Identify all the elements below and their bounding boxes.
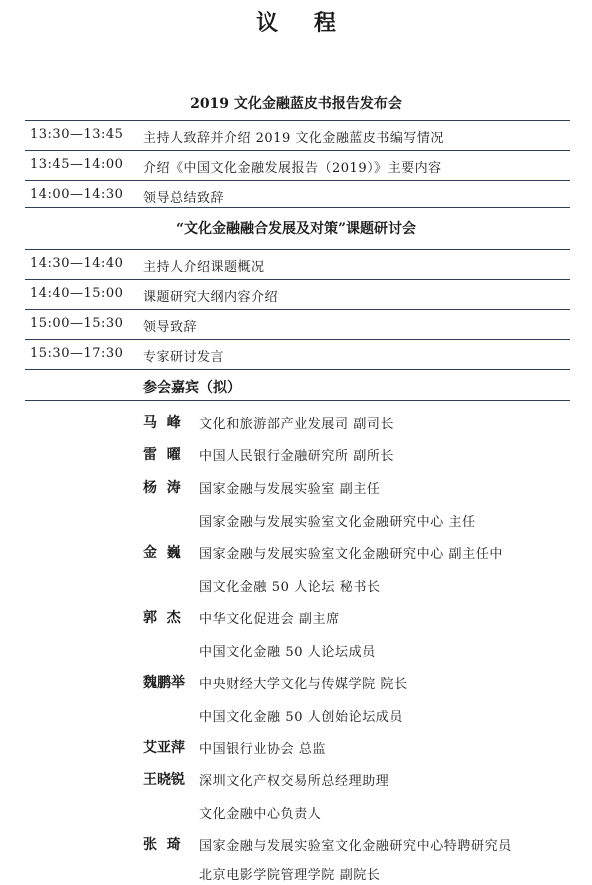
guest-title: 中央财经大学文化与传媒学院 院长 xyxy=(199,677,408,692)
agenda-desc: 主持人介绍课题概况 xyxy=(143,260,265,275)
guest-title: 国家金融与发展实验室文化金融研究中心 副主任中 xyxy=(199,547,503,562)
guest-entry-continued xyxy=(0,507,592,531)
guest-entry xyxy=(0,409,592,433)
guest-title: 中国人民银行金融研究所 副所长 xyxy=(199,449,395,464)
guest-entry xyxy=(0,441,592,465)
agenda-desc: 主持人致辞并介绍 2019 文化金融蓝皮书编写情况 xyxy=(143,131,444,146)
section-heading-launch: 2019 文化金融蓝皮书报告发布会 xyxy=(190,96,402,112)
agenda-row xyxy=(25,150,570,180)
agenda-time: 14:00—14:30 xyxy=(30,187,124,202)
guest-title: 深圳文化产权交易所总经理助理 xyxy=(199,774,390,789)
guest-entry-continued xyxy=(0,799,592,823)
guest-title: 国文化金融 50 人论坛 秘书长 xyxy=(199,580,381,595)
guest-name: 魏鹏举 xyxy=(143,675,185,691)
guest-title: 北京电影学院管理学院 副院长 xyxy=(199,868,381,883)
guest-entry xyxy=(0,539,592,563)
guest-title: 文化金融中心负责人 xyxy=(199,807,322,822)
guest-name: 艾亚萍 xyxy=(143,740,185,756)
guest-title: 国家金融与发展实验室文化金融研究中心特聘研究员 xyxy=(199,839,512,854)
guest-entry xyxy=(0,474,592,498)
guest-name: 张 琦 xyxy=(143,837,181,853)
section-heading-seminar: “文化金融融合发展及对策”课题研讨会 xyxy=(175,221,417,237)
agenda-time: 14:40—15:00 xyxy=(30,286,124,301)
agenda-desc: 专家研讨发言 xyxy=(143,350,225,365)
agenda-row xyxy=(25,120,570,150)
table-divider xyxy=(25,369,570,370)
agenda-time: 14:30—14:40 xyxy=(30,256,124,271)
agenda-time: 15:30—17:30 xyxy=(30,346,124,361)
agenda-time: 13:45—14:00 xyxy=(30,157,124,172)
agenda-row xyxy=(25,249,570,279)
guest-entry-continued xyxy=(0,860,592,884)
guest-name: 金 巍 xyxy=(143,545,181,561)
guest-title: 国家金融与发展实验室 副主任 xyxy=(199,482,381,497)
guest-entry xyxy=(0,831,592,855)
agenda-time: 15:00—15:30 xyxy=(30,316,124,331)
guest-entry-continued xyxy=(0,637,592,661)
agenda-time: 13:30—13:45 xyxy=(30,127,124,142)
guest-entry xyxy=(0,734,592,758)
guest-entry xyxy=(0,766,592,790)
agenda-desc: 领导致辞 xyxy=(143,320,198,335)
guest-name: 郭 杰 xyxy=(143,610,181,626)
guest-name: 杨 涛 xyxy=(143,480,181,496)
guest-entry xyxy=(0,604,592,628)
agenda-desc: 介绍《中国文化金融发展报告（2019）》主要内容 xyxy=(143,161,442,176)
guests-heading: 参会嘉宾（拟） xyxy=(143,380,241,396)
agenda-desc: 领导总结致辞 xyxy=(143,191,225,206)
guest-title: 中国文化金融 50 人论坛成员 xyxy=(199,645,376,660)
guest-title: 中国文化金融 50 人创始论坛成员 xyxy=(199,710,404,725)
guest-name: 雷 曜 xyxy=(143,447,181,463)
guest-name: 王晓锐 xyxy=(143,772,185,788)
guest-title: 国家金融与发展实验室文化金融研究中心 主任 xyxy=(199,515,476,530)
table-divider xyxy=(25,207,570,208)
guest-entry-continued xyxy=(0,572,592,596)
guest-title: 文化和旅游部产业发展司 副司长 xyxy=(199,417,395,432)
agenda-row xyxy=(25,309,570,339)
guest-title: 中华文化促进会 副主席 xyxy=(199,612,340,627)
agenda-desc: 课题研究大纲内容介绍 xyxy=(143,290,279,305)
agenda-row xyxy=(25,279,570,309)
agenda-row xyxy=(25,180,570,210)
guest-entry-continued xyxy=(0,702,592,726)
page-title: 议 程 xyxy=(256,10,350,36)
guest-entry xyxy=(0,669,592,693)
agenda-row xyxy=(25,339,570,369)
table-divider xyxy=(25,400,570,401)
guest-title: 中国银行业协会 总监 xyxy=(199,742,327,757)
guest-name: 马 峰 xyxy=(143,415,181,431)
